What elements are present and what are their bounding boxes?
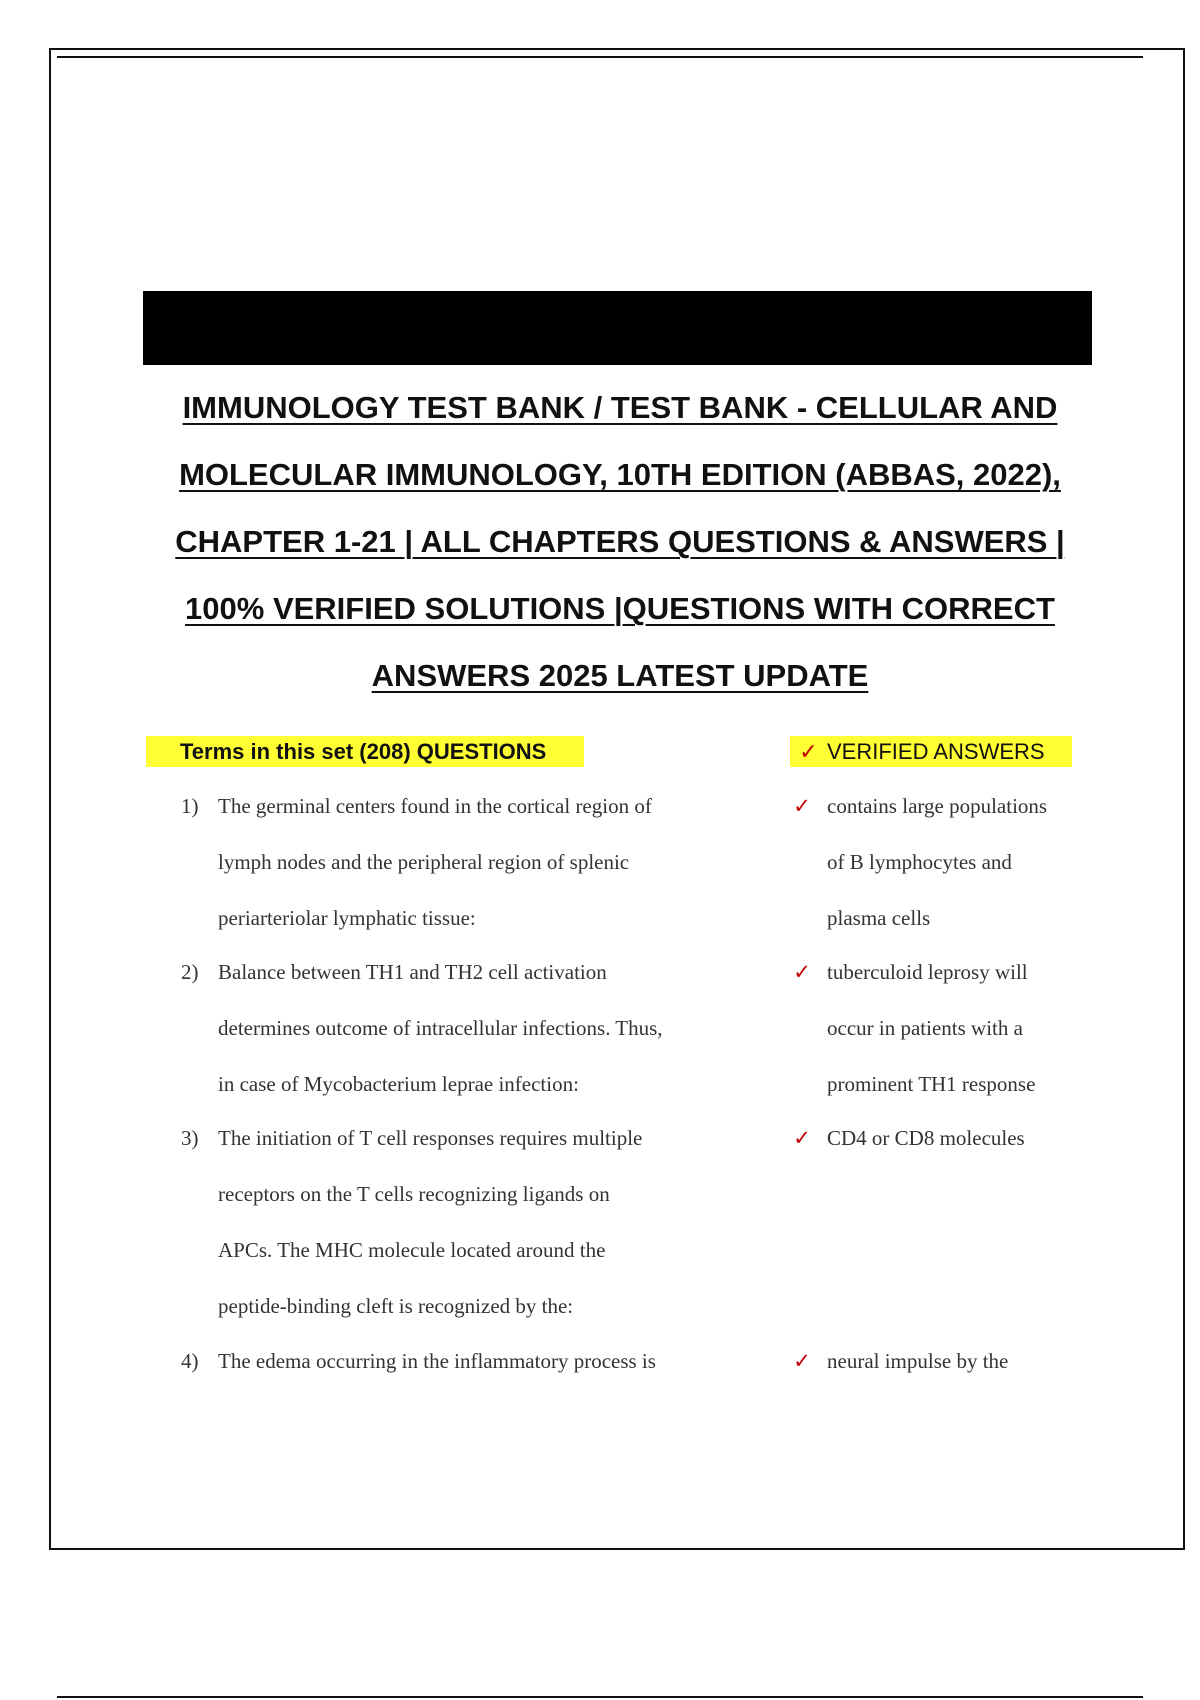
question-text: The initiation of T cell responses requires multiple receptors on the T cells recognizing ligands on APCs. The MHC molecule located around the peptide-binding cleft is recognized by the: xyxy=(218,1126,643,1318)
title-line: 100% VERIFIED SOLUTIONS |QUESTIONS WITH CORRECT xyxy=(185,591,1055,626)
question-text: The edema occurring in the inflammatory process is xyxy=(218,1349,656,1373)
question-text: Balance between TH1 and TH2 cell activation determines outcome of intracellular infections. Thus, in case of Mycobacterium leprae infection: xyxy=(218,960,663,1096)
answer-text: contains large populations of B lymphocytes and plasma cells xyxy=(827,794,1048,930)
title-line: CHAPTER 1-21 | ALL CHAPTERS QUESTIONS & ANSWERS | xyxy=(175,524,1065,559)
answer-text: tuberculoid leprosy will occur in patients with a prominent TH1 response xyxy=(827,960,1036,1096)
checkmark-icon: ✓ xyxy=(793,1126,811,1150)
document-title xyxy=(100,380,1140,715)
question-number: 1) xyxy=(181,794,199,818)
bottom-rule xyxy=(57,1696,1143,1698)
title-line: MOLECULAR IMMUNOLOGY, 10TH EDITION (ABBAS, 2022), xyxy=(179,457,1061,492)
answer-text: neural impulse by the xyxy=(827,1349,1009,1373)
questions-header: Terms in this set (208) QUESTIONS xyxy=(146,736,584,767)
question-text: The germinal centers found in the cortical region of lymph nodes and the peripheral region of splenic periarteriolar lymphatic tissue: xyxy=(218,794,652,930)
redacted-banner xyxy=(143,291,1092,365)
question-number: 4) xyxy=(181,1349,199,1373)
title-line: ANSWERS 2025 LATEST UPDATE xyxy=(371,658,869,693)
answers-header-label: VERIFIED ANSWERS xyxy=(827,739,1045,764)
top-rule xyxy=(57,56,1143,58)
checkmark-icon: ✓ xyxy=(793,794,811,818)
checkmark-icon: ✓ xyxy=(793,1349,811,1373)
answer-text: CD4 or CD8 molecules xyxy=(827,1126,1025,1150)
title-line: IMMUNOLOGY TEST BANK / TEST BANK - CELLULAR AND xyxy=(182,390,1058,425)
question-number: 3) xyxy=(181,1126,199,1150)
question-number: 2) xyxy=(181,960,199,984)
checkmark-icon: ✓ xyxy=(793,960,811,984)
checkmark-icon: ✓ xyxy=(799,739,818,764)
answers-header xyxy=(790,736,1072,767)
